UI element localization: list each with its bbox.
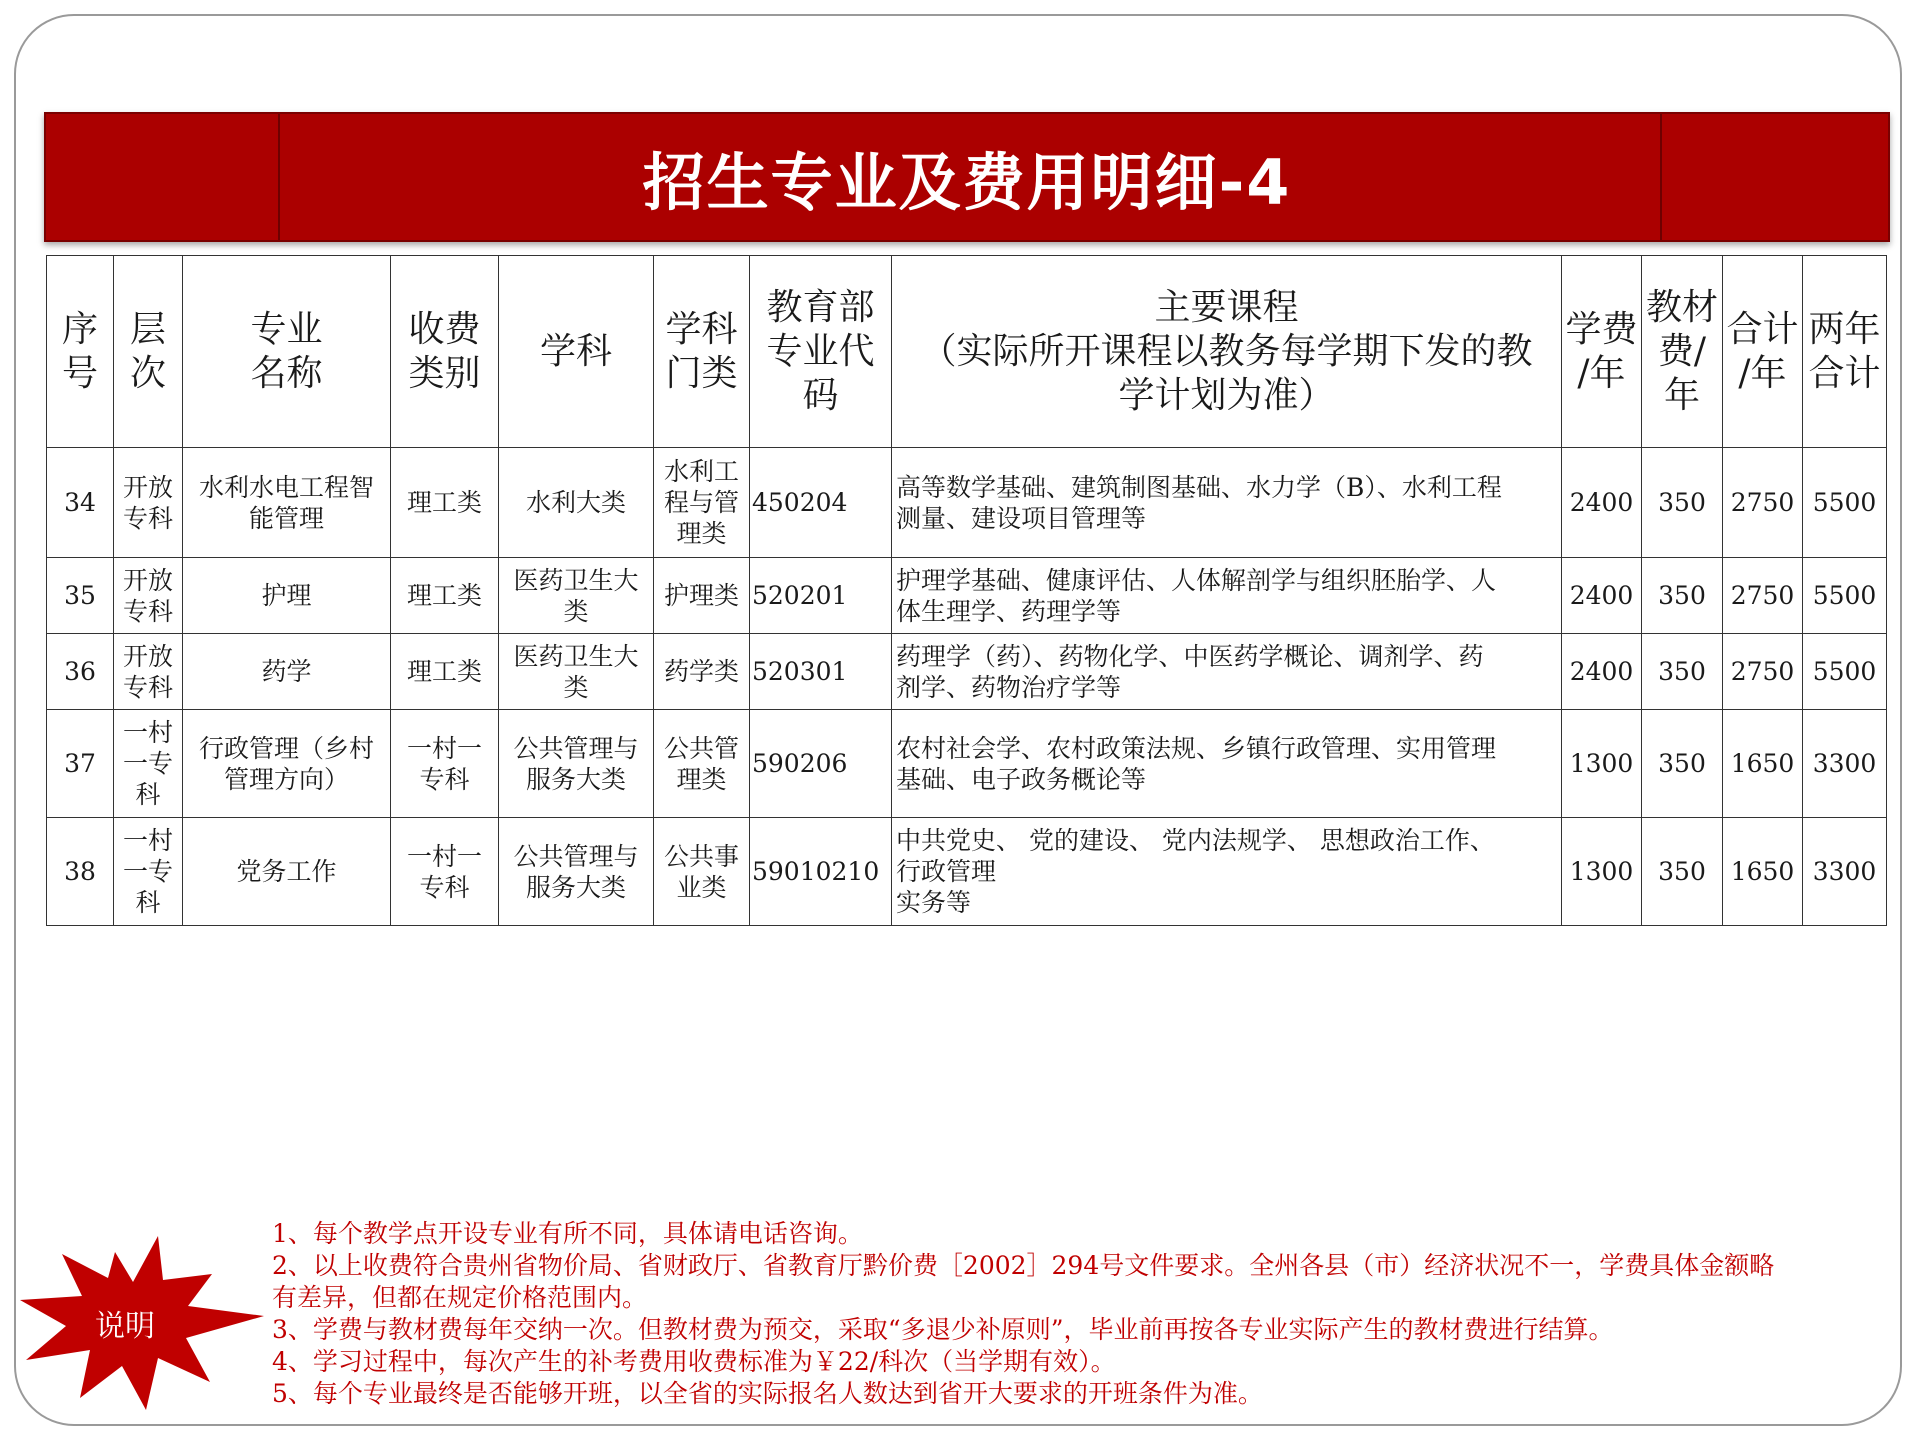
cell-two-year: 3300 bbox=[1803, 818, 1887, 926]
cell-tuition: 1300 bbox=[1562, 710, 1642, 818]
cell-fee-type: 理工类 bbox=[391, 448, 499, 558]
cell-subject: 医药卫生大 类 bbox=[499, 558, 654, 634]
cell-textbook: 350 bbox=[1642, 634, 1723, 710]
cell-subject: 公共管理与 服务大类 bbox=[499, 818, 654, 926]
page-title: 招生专业及费用明细-4 bbox=[642, 145, 1292, 219]
cell-textbook: 350 bbox=[1642, 558, 1723, 634]
cell-total: 2750 bbox=[1723, 558, 1803, 634]
cell-category: 药学类 bbox=[654, 634, 750, 710]
header-code: 教育部 专业代 码 bbox=[750, 256, 892, 448]
cell-category: 水利工 程与管 理类 bbox=[654, 448, 750, 558]
cell-level: 一村 一专 科 bbox=[114, 818, 183, 926]
note-item: 1、每个教学点开设专业有所不同，具体请电话咨询。 bbox=[272, 1219, 863, 1248]
cell-code: 520201 bbox=[750, 558, 892, 634]
table-row bbox=[47, 558, 1887, 634]
note-item: 4、学习过程中，每次产生的补考费用收费标准为￥22/科次（当学期有效）。 bbox=[272, 1347, 1116, 1376]
note-item: 5、每个专业最终是否能够开班，以全省的实际报名人数达到省开大要求的开班条件为准。 bbox=[272, 1379, 1263, 1408]
cell-textbook: 350 bbox=[1642, 818, 1723, 926]
header-total: 合计 /年 bbox=[1723, 256, 1803, 448]
cell-level: 一村 一专 科 bbox=[114, 710, 183, 818]
header-category: 学科 门类 bbox=[654, 256, 750, 448]
cell-code: 450204 bbox=[750, 448, 892, 558]
cell-fee-type: 一村一 专科 bbox=[391, 818, 499, 926]
note-item: 2、以上收费符合贵州省物价局、省财政厅、省教育厅黔价费［2002］294号文件要求。全州各县（市）经济状况不一，学费具体金额略 bbox=[272, 1251, 1775, 1280]
cell-category: 护理类 bbox=[654, 558, 750, 634]
header-textbook: 教材 费/ 年 bbox=[1642, 256, 1723, 448]
cell-major: 党务工作 bbox=[183, 818, 391, 926]
cell-textbook: 350 bbox=[1642, 448, 1723, 558]
cell-subject: 水利大类 bbox=[499, 448, 654, 558]
cell-no: 38 bbox=[47, 818, 114, 926]
cell-total: 2750 bbox=[1723, 634, 1803, 710]
cell-two-year: 5500 bbox=[1803, 558, 1887, 634]
cell-major: 行政管理（乡村 管理方向） bbox=[183, 710, 391, 818]
cell-total: 1650 bbox=[1723, 710, 1803, 818]
header-major: 专业 名称 bbox=[183, 256, 391, 448]
fee-table bbox=[46, 255, 1887, 926]
cell-tuition: 1300 bbox=[1562, 818, 1642, 926]
header-two-year: 两年 合计 bbox=[1803, 256, 1887, 448]
cell-total: 2750 bbox=[1723, 448, 1803, 558]
cell-level: 开放 专科 bbox=[114, 634, 183, 710]
cell-no: 37 bbox=[47, 710, 114, 818]
cell-subject: 公共管理与 服务大类 bbox=[499, 710, 654, 818]
table-header-row bbox=[47, 256, 1887, 448]
notes-list bbox=[272, 1218, 1872, 1410]
cell-major: 水利水电工程智 能管理 bbox=[183, 448, 391, 558]
cell-fee-type: 理工类 bbox=[391, 634, 499, 710]
cell-courses: 护理学基础、健康评估、人体解剖学与组织胚胎学、人 体生理学、药理学等 bbox=[892, 558, 1562, 634]
header-no: 序 号 bbox=[47, 256, 114, 448]
header-level: 层 次 bbox=[114, 256, 183, 448]
cell-two-year: 3300 bbox=[1803, 710, 1887, 818]
cell-courses: 中共党史、 党的建设、 党内法规学、 思想政治工作、 行政管理 实务等 bbox=[892, 818, 1562, 926]
header-tuition: 学费 /年 bbox=[1562, 256, 1642, 448]
cell-level: 开放 专科 bbox=[114, 448, 183, 558]
cell-textbook: 350 bbox=[1642, 710, 1723, 818]
header-subject: 学科 bbox=[499, 256, 654, 448]
notes-badge-label: 说明 bbox=[95, 1309, 155, 1344]
cell-category: 公共事 业类 bbox=[654, 818, 750, 926]
cell-two-year: 5500 bbox=[1803, 634, 1887, 710]
cell-major: 药学 bbox=[183, 634, 391, 710]
notes-badge bbox=[12, 1232, 264, 1414]
header-fee-type: 收费 类别 bbox=[391, 256, 499, 448]
cell-fee-type: 一村一 专科 bbox=[391, 710, 499, 818]
cell-courses: 高等数学基础、建筑制图基础、水力学（B）、水利工程 测量、建设项目管理等 bbox=[892, 448, 1562, 558]
table-row bbox=[47, 710, 1887, 818]
cell-no: 36 bbox=[47, 634, 114, 710]
cell-subject: 医药卫生大 类 bbox=[499, 634, 654, 710]
cell-courses: 药理学（药）、药物化学、中医药学概论、调剂学、药 剂学、药物治疗学等 bbox=[892, 634, 1562, 710]
cell-level: 开放 专科 bbox=[114, 558, 183, 634]
cell-tuition: 2400 bbox=[1562, 558, 1642, 634]
cell-no: 34 bbox=[47, 448, 114, 558]
title-banner bbox=[44, 112, 1890, 242]
cell-category: 公共管 理类 bbox=[654, 710, 750, 818]
cell-two-year: 5500 bbox=[1803, 448, 1887, 558]
cell-fee-type: 理工类 bbox=[391, 558, 499, 634]
cell-major: 护理 bbox=[183, 558, 391, 634]
table-row bbox=[47, 818, 1887, 926]
cell-courses: 农村社会学、农村政策法规、乡镇行政管理、实用管理 基础、电子政务概论等 bbox=[892, 710, 1562, 818]
cell-code: 520301 bbox=[750, 634, 892, 710]
cell-no: 35 bbox=[47, 558, 114, 634]
table-row bbox=[47, 448, 1887, 558]
note-item: 有差异，但都在规定价格范围内。 bbox=[272, 1283, 648, 1312]
cell-tuition: 2400 bbox=[1562, 634, 1642, 710]
cell-tuition: 2400 bbox=[1562, 448, 1642, 558]
cell-total: 1650 bbox=[1723, 818, 1803, 926]
table-row bbox=[47, 634, 1887, 710]
note-item: 3、学费与教材费每年交纳一次。但教材费为预交，采取“多退少补原则”，毕业前再按各专业实际产生的教材费进行结算。 bbox=[272, 1315, 1614, 1344]
cell-code: 590206 bbox=[750, 710, 892, 818]
header-courses: 主要课程 （实际所开课程以教务每学期下发的教 学计划为准） bbox=[892, 256, 1562, 448]
cell-code: 59010210 bbox=[750, 818, 892, 926]
